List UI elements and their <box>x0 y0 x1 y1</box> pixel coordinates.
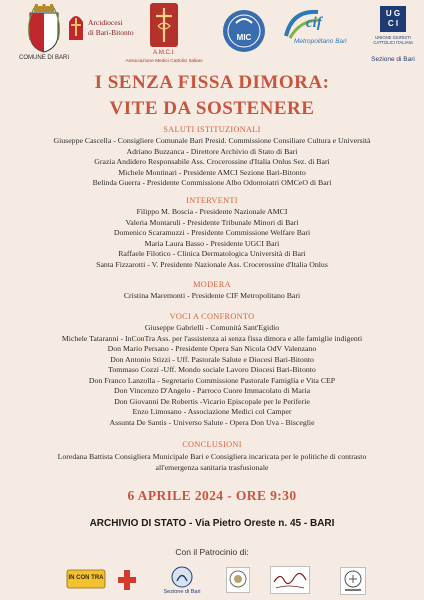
voci-line: Don Franco Lanzolla - Segretario Commissione Pastorale Famiglia e Vita CEP <box>88 375 336 385</box>
conclusioni-heading: CONCLUSIONI <box>182 440 242 449</box>
order-seal-icon <box>340 567 366 595</box>
arcidiocesi-label-1: Arcidiocesi <box>88 18 123 27</box>
sezione-bari-label: Sezione di Bari <box>163 589 201 595</box>
comune-caption: COMUNE DI BARI <box>18 55 69 61</box>
ugci-sub-label: UNIONE GIURISTI CATTOLICI ITALIANI <box>373 35 413 45</box>
event-date: 6 APRILE 2024 - ORE 9:30 <box>127 488 297 503</box>
voci-line: Giuseppe Gabrielli - Comunità Sant'Egidio <box>144 323 280 332</box>
voci-line: Don Giovanni De Robertis -Vicario Episcopale per le Periferie <box>114 396 310 406</box>
incontra-logo <box>66 569 106 589</box>
interventi-heading: INTERVENTI <box>186 196 238 205</box>
script-logo <box>270 566 310 594</box>
arcidiocesi-logo <box>66 8 136 48</box>
cif-logo <box>280 6 352 52</box>
interventi-line: Domenico Scaramuzzi - Presidente Commissione Welfare Bari <box>113 228 311 237</box>
interventi-line: Maria Laura Basso - Presidente UGCI Bari <box>144 238 280 248</box>
arcidiocesi-label-2: di Bari-Bitonto <box>88 28 134 37</box>
conclusioni-line: Loredana Battista Consigliera Municipale Bari e Consigliera incaricata per le politiche di contrasto <box>57 452 367 461</box>
ugci-logo <box>370 6 416 66</box>
conclusioni-line: all'emergenza sanitaria trasfusionale <box>155 462 269 472</box>
ugci-letters-1: U G <box>385 9 401 18</box>
voci-line: Michele Tataranni - InConTra Ass. per l'assistenza ai senza fissa dimora e alle famiglie indigenti <box>61 333 363 343</box>
ugci-caption: Sezione di Bari <box>371 56 415 63</box>
saluti-line: Giuseppe Cascella - Consigliere Comunale Bari Presid. Commissione Consiliare Cultura e Università <box>53 136 371 145</box>
saluti-line: Michele Montinari - Presidente AMCI Sezione Bari-Bitonto <box>118 167 306 177</box>
cif-label: cif <box>306 15 322 31</box>
amci-label: A.M.C.I. <box>153 50 175 56</box>
bari-crest-icon <box>20 4 68 54</box>
incontra-label: IN CON TRA <box>68 575 104 581</box>
sezione-bari-logo <box>164 566 200 598</box>
ugci-letters-2: C I <box>387 19 399 28</box>
saluti-line: Grazia Andidero Responsabile Ass. Crocerossine d'Italia Onlus Sez. di Bari <box>94 157 330 166</box>
seal-logo-1 <box>226 567 250 593</box>
saluti-line: Adriano Buzzanca - Direttore Archivio di Stato di Bari <box>126 146 298 156</box>
voci-heading: VOCI A CONFRONTO <box>169 312 255 321</box>
sponsor-logos-row <box>0 0 424 70</box>
mic-circle-icon <box>222 9 266 53</box>
voci-line: Assunta De Santis - Universo Salute - Opera Don Uva - Bisceglie <box>109 417 315 427</box>
interventi-line: Santa Fizzarotti - V. Presidente Nazionale Ass. Crocerossine d'Italia Onlus <box>96 259 328 269</box>
modera-heading: MODERA <box>193 280 231 289</box>
mitre-icon <box>66 10 86 44</box>
ugci-emblem <box>380 6 406 32</box>
amci-logo <box>125 2 203 68</box>
event-title-line-2: VITE DA SOSTENERE <box>109 98 315 119</box>
comune-di-bari-logo <box>20 4 68 66</box>
voci-line: Tommaso Cozzi -Uff. Mondo sociale Lavoro Diocesi Bari-Bitonto <box>108 365 316 374</box>
mic-logo <box>222 9 266 53</box>
voci-line: Don Antonio Stizzi - Uff. Pastorale Salute e Diocesi Bari-Bitonto <box>110 354 314 364</box>
script-signature-icon <box>270 566 310 594</box>
cross-logo <box>116 568 138 592</box>
seal-logo-2 <box>340 567 366 595</box>
event-venue: ARCHIVIO DI STATO - Via Pietro Oreste n. 45 - BARI <box>89 518 335 529</box>
voci-line: Don Mario Persano - Presidente Opera San Nicola OdV Valenzano <box>107 344 317 353</box>
amci-emblem-icon <box>149 2 179 48</box>
saluti-heading: SALUTI ISTITUZIONALI <box>163 125 261 134</box>
sezione-emblem-icon <box>170 566 194 588</box>
event-title-line-1: I SENZA FISSA DIMORA: <box>94 72 330 93</box>
interventi-line: Valeria Montaruli - Presidente Tribunale Minori di Bari <box>125 217 299 227</box>
interventi-line: Filippo M. Boscia - Presidente Nazionale AMCI <box>136 207 288 216</box>
red-cross-icon <box>116 568 138 592</box>
saluti-line: Belinda Guerra - Presidente Commissione Albo Odontoiatri OMCeO di Bari <box>92 178 332 187</box>
seal-icon <box>226 567 250 593</box>
modera-line: Cristina Maremonti - Presidente CIF Metropolitano Bari <box>123 291 301 300</box>
voci-line: Don Vincenzo D'Angelo - Parroco Cuore Immacolato di Maria <box>113 386 311 395</box>
voci-line: Enzo Limosano - Associazione Medici col Camper <box>132 407 292 416</box>
cif-sub-label: Metropolitano Bari <box>294 38 347 45</box>
interventi-line: Raffaele Filotico - Clinica Dermatologica Università di Bari <box>118 249 306 258</box>
amci-sub-label: Associazione Medici Cattolici Italiani <box>125 59 203 64</box>
mic-label: MIC <box>236 33 252 42</box>
patrocinio-label: Con il Patrocinio di: <box>175 547 249 557</box>
